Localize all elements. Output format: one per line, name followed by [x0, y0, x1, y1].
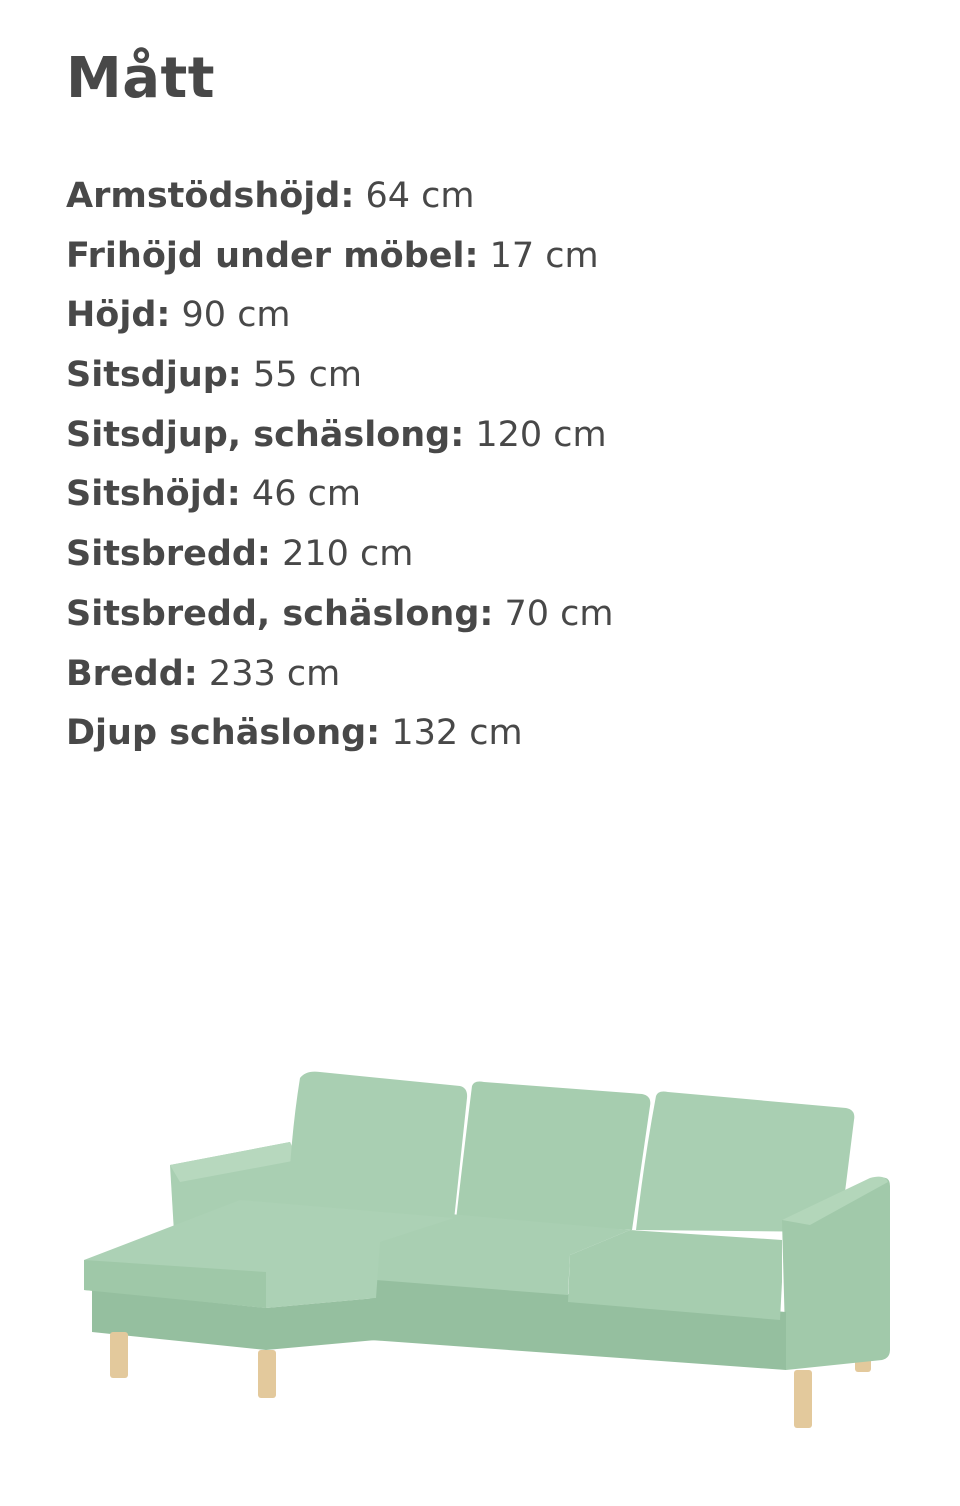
dimension-value: 210 cm — [282, 534, 414, 575]
dimension-label: Sitsdjup: — [66, 355, 242, 396]
dimension-row-seat-depth — [66, 349, 614, 409]
dimension-label: Sitshöjd: — [66, 474, 241, 515]
dimension-row-seat-depth-chaise — [66, 409, 614, 469]
dimension-label: Sitsbredd, schäslong: — [66, 593, 494, 634]
dimension-row-chaise-depth — [66, 707, 614, 767]
dimension-row-seat-height — [66, 468, 614, 528]
dimension-label: Sitsdjup, schäslong: — [66, 414, 465, 455]
page-title: Mått — [66, 46, 216, 111]
dimension-label: Höjd: — [66, 295, 171, 336]
dimension-value: 233 cm — [208, 653, 341, 694]
dimension-label: Armstödshöjd: — [66, 176, 355, 216]
dimension-label: Bredd: — [66, 653, 198, 694]
dimensions-list — [66, 170, 614, 767]
sofa-leg — [794, 1370, 812, 1428]
dimension-value: 90 cm — [181, 295, 291, 336]
dimension-label: Djup schäslong: — [66, 713, 381, 754]
sofa-product-image — [70, 1050, 910, 1440]
dimension-row-height — [66, 289, 614, 349]
dimension-value: 55 cm — [252, 355, 362, 396]
dimension-row-seat-width — [66, 528, 614, 588]
dimension-row-seat-width-chaise — [66, 588, 614, 648]
sofa-leg — [258, 1350, 276, 1398]
dimension-label: Sitsbredd: — [66, 534, 271, 575]
sofa-leg — [110, 1332, 128, 1378]
dimension-row-armrest-height — [66, 170, 614, 230]
dimension-value: 64 cm — [365, 176, 475, 216]
sofa-back-cushion-middle — [456, 1082, 650, 1231]
dimension-value: 120 cm — [475, 414, 607, 455]
dimension-value: 17 cm — [489, 235, 599, 276]
dimension-value: 70 cm — [504, 593, 614, 634]
dimension-row-width — [66, 648, 614, 708]
dimension-row-clearance — [66, 230, 614, 290]
dimension-value: 46 cm — [251, 474, 361, 515]
dimension-value: 132 cm — [391, 713, 523, 754]
sofa-back-cushion-left — [288, 1072, 467, 1220]
dimension-label: Frihöjd under möbel: — [66, 235, 479, 276]
